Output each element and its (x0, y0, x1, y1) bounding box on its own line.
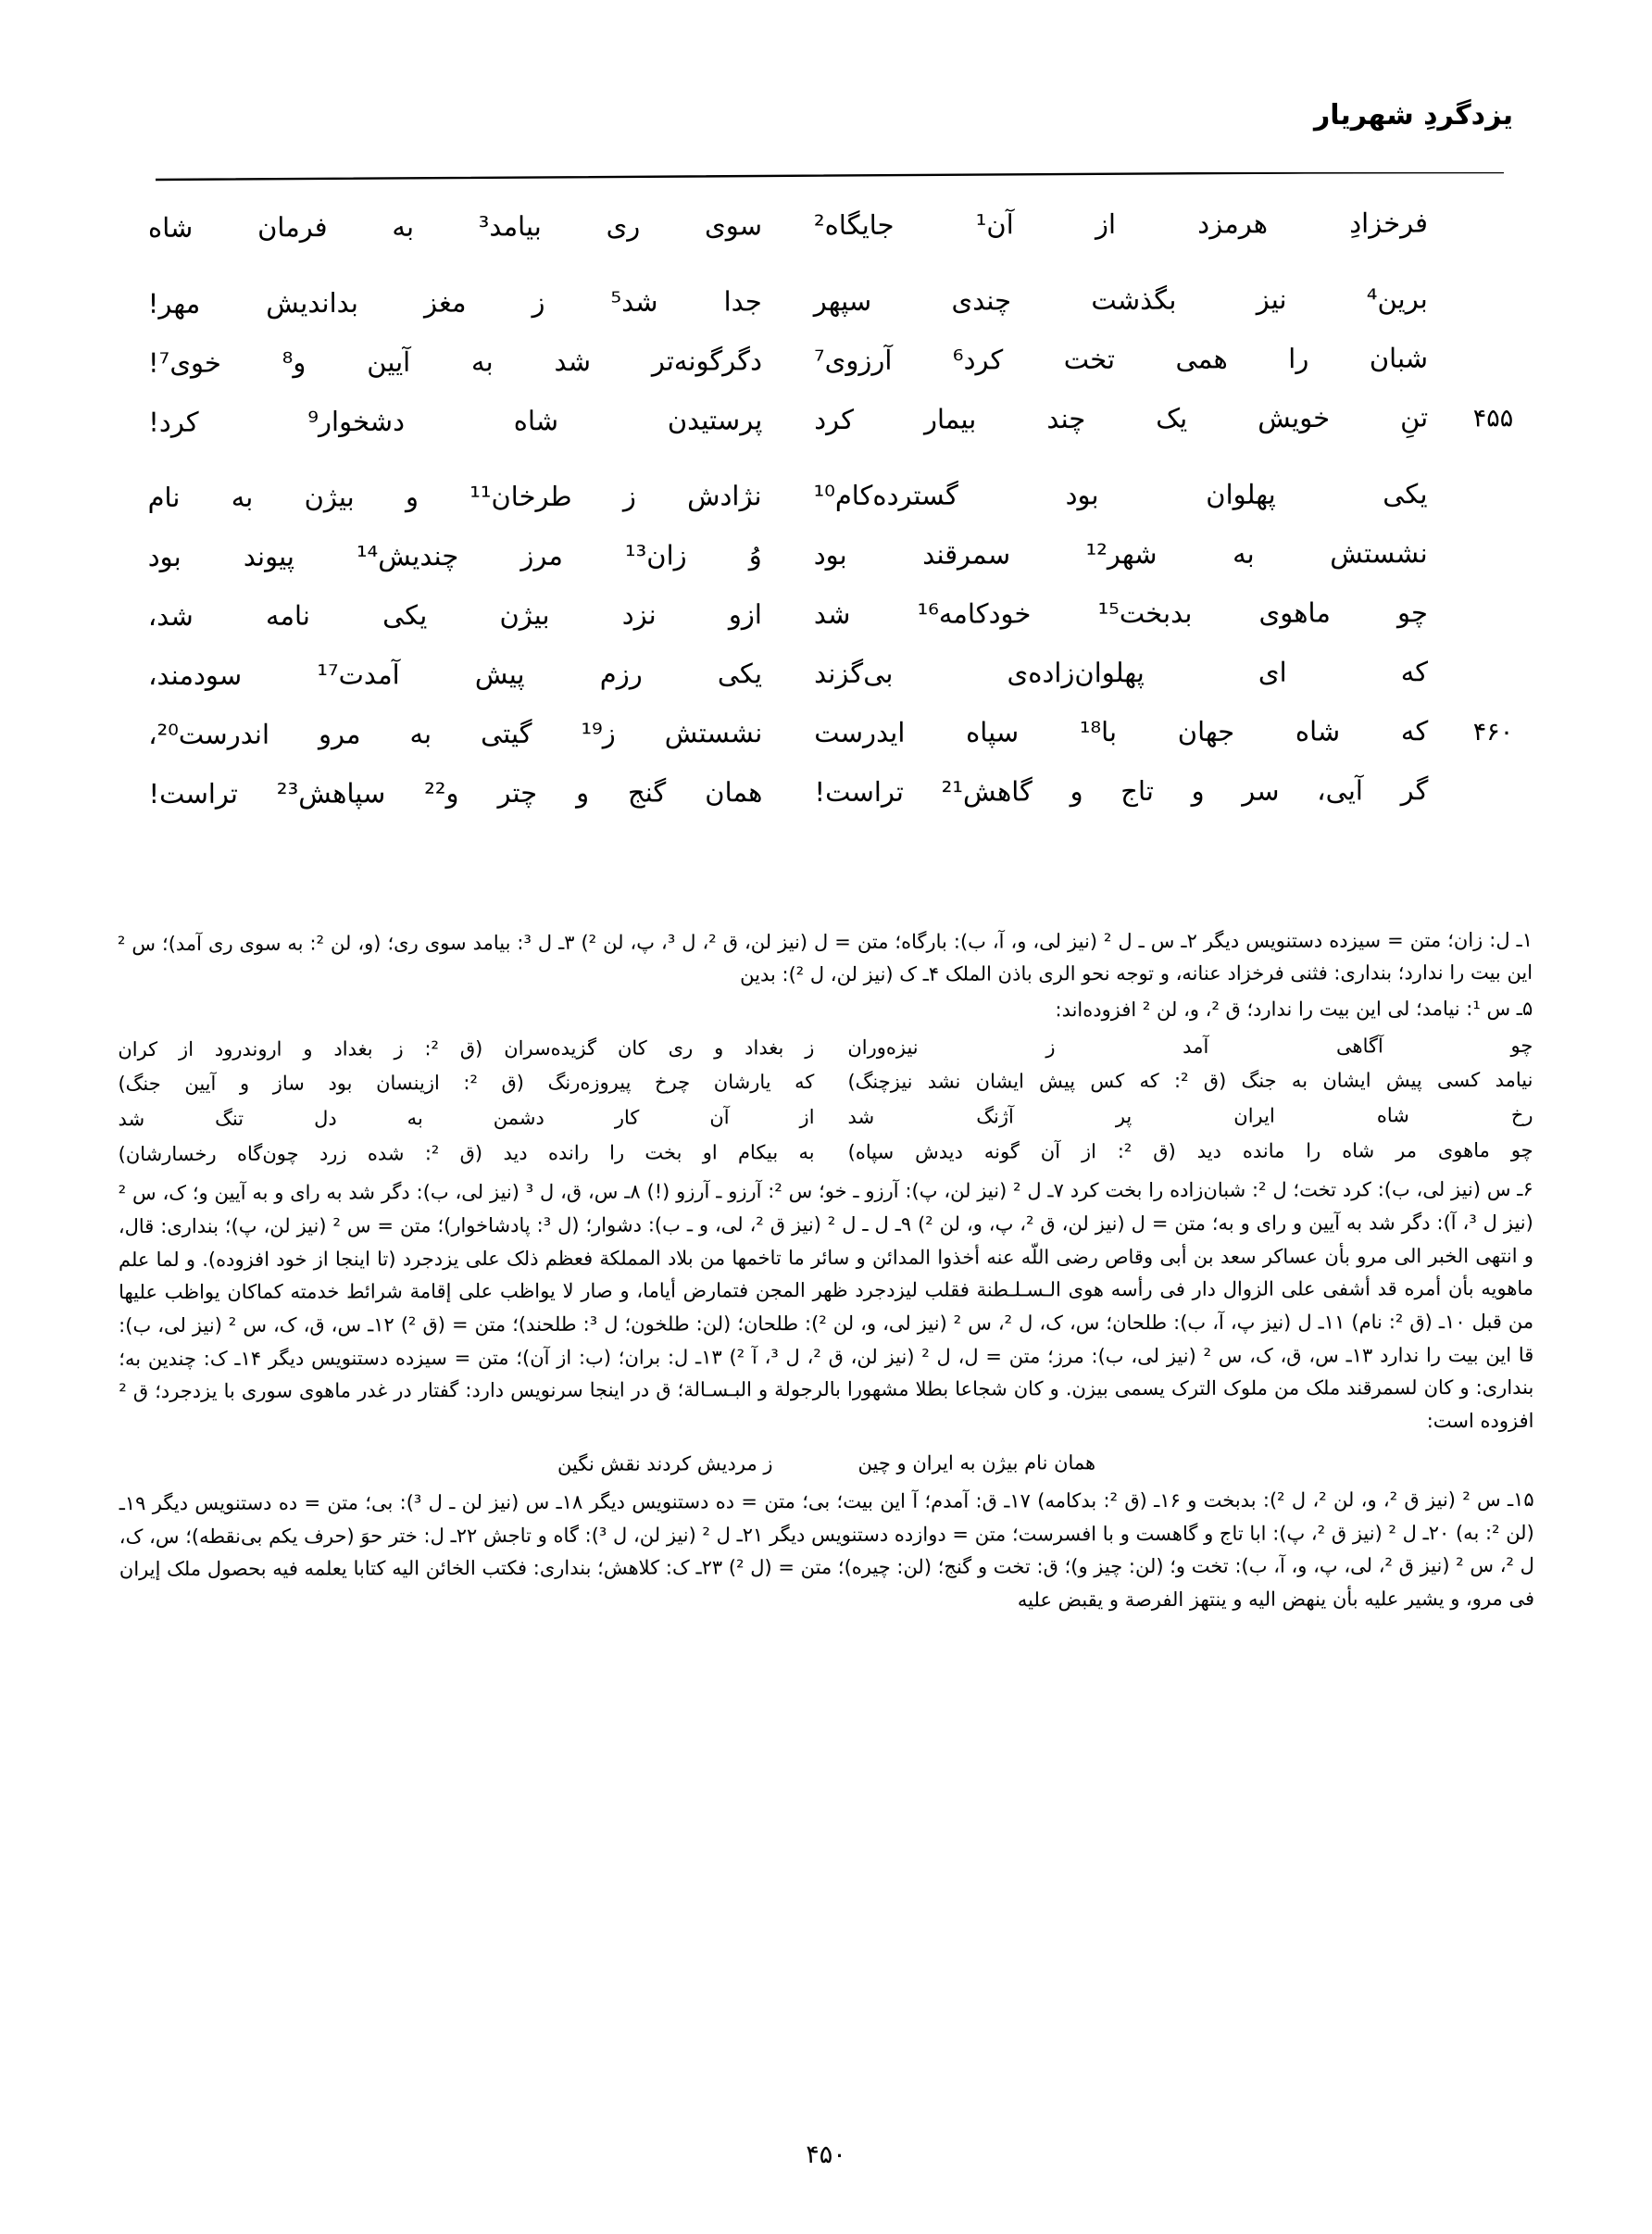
folio-number: ۴۵۰ (806, 2140, 846, 2169)
verse-line (139, 708, 1513, 763)
verse-stanza (138, 471, 1513, 822)
verse-body (139, 202, 1513, 845)
hemistich-left: همان گنج و چتر و²² سپاهش²³ تراست! (148, 776, 763, 810)
apparatus-note: ۵ـ س ¹: نیامد؛ لی این بیت را ندارد؛ ق ²، و، لن ² افزوده‌اند: (1055, 997, 1533, 1021)
hemistich-left: ازو نزد بیژن یکی نامه شد، (147, 598, 762, 633)
hemistich-right: تنِ خویش یک چند بیمار کرد (814, 401, 1429, 436)
hemistich-left: نشستش ز¹⁹ گیتی به مرو اندرست²⁰، (148, 717, 763, 751)
quoted-hemistich-left: از آن کار دشمن به دل تنگ شد (118, 1106, 815, 1131)
quoted-hemistich-right: چو ماهوی مر شاه را مانده دید (ق ²: از آن گونه دیدش سپاه) (847, 1138, 1533, 1163)
hemistich-right: فرخزادِ هرمزد از آن¹ جایگاه² (813, 207, 1429, 242)
verse-number (1428, 302, 1513, 307)
quoted-verse-line (118, 1065, 1533, 1100)
running-head: یزدگردِ شهریار (1313, 99, 1513, 132)
verse-line (139, 589, 1513, 645)
verse-line (139, 530, 1513, 585)
hemistich-right: گر آیی، سر و تاج و گاهش²¹ تراست! (814, 774, 1429, 809)
hemistich-right: چو ماهوی بدبخت¹⁵ خودکامه¹⁶ شد (813, 596, 1428, 631)
quoted-verse-line (118, 1100, 1533, 1136)
hemistich-left: وُ زان¹³ مرز چندیش¹⁴ پیوند بود (147, 539, 762, 573)
hemistich-right: شبان را همی تخت کرد⁶ آرزوی⁷ (813, 342, 1429, 377)
quoted-verse-line (119, 1135, 1533, 1170)
verse-line (139, 648, 1513, 704)
hemistich-left: سوی ری بیامد³ به فرمان شاه (147, 209, 763, 244)
verse-number (1428, 361, 1513, 367)
verse-stanza (139, 199, 1513, 257)
apparatus-note: ۱۵ـ س ² (نیز ق ²، و، لن ²، ل ²): بدبخت و ۱۶ـ (ق ²: بدکامه) ۱۷ـ ق: آمدم؛ آ این بیت؛ بی؛ متن = ده دستنویس دیگر ۱۸ـ س (نیز لن ـ ل ³): بی؛ متن = ده دستنویس دیگر ۱۹ـ (لن ²: به) ۲۰ـ ل ² (نیز ق ²، پ): ابا تاج و گاهست و با افسرست؛ متن = دوازده دستنویس دیگر ۲۱ـ ل ² (نیز لن، ل ³): گاه و تاجش ۲۲ـ ل: ختر حوَ (حرف یکم بی‌نقطه)؛ س، ک، ل ²، س ² (نیز ق ²، لی، پ، و، آ، ب): تخت و؛ (لن: چیز و)؛ ق: تخت و گنج؛ (لن: چیره)؛ متن = (ل ²) ۲۳ـ ک: کلاهش؛ بنداری: فکتب الخائن الیه کتابا یعلمه فیه بحصول ملک إیران فی مرو، و یشیر علیه بأن ینهض الیه و ینتهز الفرصة و یقبض علیه (119, 1487, 1535, 1612)
hemistich-right: نشستش به شهر¹² سمرقند بود (813, 537, 1428, 571)
verse-stanza (139, 275, 1514, 451)
running-head-zone (139, 100, 1513, 165)
hemistich-right: که شاه جهان با¹⁸ سپاه ایدرست (814, 715, 1429, 749)
verse-number: ۴۶۰ (1472, 717, 1514, 747)
quoted-hemistich-right: نیامد کسی پیش ایشان به جنگ (ق ²: که کس پیش ایشان نشد نیزچنگ) (847, 1069, 1533, 1094)
hemistich-right: که ای پهلوان‌زاده‌ی بی‌گزند (814, 656, 1429, 690)
quoted-hemistich-right: همان نام بیژن به ایران و چین (857, 1450, 1096, 1475)
hemistich-right: برین⁴ نیز بگذشت چندی سپهر (813, 282, 1428, 318)
hemistich-left: نژادش ز طرخان¹¹ و بیژن به نام (147, 480, 762, 514)
hemistich-left: پرستیدن شاه دشخوار⁹ کرد! (148, 404, 763, 438)
verse-line (139, 394, 1513, 451)
verse-line (138, 471, 1512, 526)
verse-number (1428, 616, 1513, 621)
critical-apparatus (118, 924, 1534, 1623)
quoted-hemistich-left: به بیکام او بخت را رانده دید (ق ²: شده زرد چون‌گاه رخسارشان) (118, 1140, 815, 1165)
quoted-hemistich-right: چو آگاهی آمد ز نیزه‌وران (847, 1034, 1533, 1059)
quoted-hemistich-right: رخ شاه ایران پر آژنگ شد (847, 1103, 1533, 1128)
verse-line (139, 275, 1513, 333)
quoted-hemistich-left: ز مردیش کردند نقش نگین (557, 1451, 773, 1475)
quoted-verse-line (118, 1031, 1533, 1066)
hemistich-left: دگرگونه‌تر شد به آیین و⁸ خوی⁷! (147, 345, 763, 379)
verse-line (139, 767, 1513, 822)
verse-number (1428, 497, 1513, 503)
hemistich-left: یکی رزم پیش آمدت¹⁷ سودمند، (148, 658, 763, 692)
quoted-hemistich-left: ز بغداد و ری کان گزیده‌سران (ق ²: ز بغداد و اروندرود از کران (118, 1035, 815, 1061)
quoted-hemistich-left: که یارشان چرخ پیروزه‌رنگ (ق ²: ازینسان بود ساز و آیین جنگ) (118, 1071, 815, 1096)
quoted-couplets-block (118, 1031, 1533, 1171)
hemistich-right: یکی پهلوان بود گسترده‌کام¹⁰ (813, 478, 1428, 512)
verse-number (1428, 794, 1513, 799)
hemistich-left: جدا شد⁵ ز مغز بداندیش مهر! (147, 285, 762, 320)
verse-number (1428, 226, 1513, 232)
verse-number (1428, 557, 1513, 562)
apparatus-note: ۶ـ س (نیز لی، ب): کرد تخت؛ ل ²: شبان‌زاده را بخت کرد ۷ـ ل ² (نیز لن، پ): آرزو ـ خو؛ س ²: آرزو ـ آرزو (!) ۸ـ س، ق، ل ³ (نیز لی، ب): دگر شد به رای و به آیین و؛ ک، س ² (نیز ل ³، آ): دگر شد به آیین و رای و به؛ متن = ل (نیز لن، ق ²، پ، و، لن ²) ۹ـ ل ـ ل ² (نیز ق ²، لی، و ـ ب): دشوار؛ (ل ³: پادشاخوار)؛ متن = س ² (نیز لن، پ)؛ بنداری: قال، و انتهی الخبر الی مرو بأن عساکر سعد بن أبی وقاص رضی اللّه عنه أخذوا المدائن و سائر ما تاخمها من بلاد المملکة فعظم ذلک علی یزدجرد (تا اینجا از خود افزوده). و لما علم ماهویه بأن أمره قد أشفی علی الزوال دار فی رأسه هوی الـسـلـطنة فقلب لیزدجرد ظهر المجن فتمارض أیاما، و صار لا یواظب علی إقامة شرائط خدمته کماکان یواظب علیها من قبل ۱۰ـ (ق ²: نام) ۱۱ـ ل (نیز پ، آ، ب): طلحان؛ س، ک، ل ²، س ² (نیز لی، و، لن ²): طلحان؛ (لن: طلخون؛ ل ³: طلحند)؛ متن = (ق ²) ۱۲ـ س، ق، ک، س ² (نیز لی، ب): قا این بیت را ندارد ۱۳ـ س، ق، ک، س ² (نیز لی، ب): مرز؛ متن = ل، ل ² (نیز لن، ق ²، ل ³، آ ²) ۱۳ـ ل: بران؛ (ب: از آن)؛ متن = سیزده دستنویس دیگر ۱۴ـ ک: چندین به؛ بنداری: و کان لسمرقند ملک من ملوک الترک یسمی بیزن. و کان شجاعا بطلا مشهورا بالرجولة و البـسـالة؛ ق در اینجا سرنویس دارد: گفتار در غدر ماهوی سوری با یزدجرد؛ ق ² افزوده است: (118, 1178, 1534, 1433)
verse-number (1428, 675, 1513, 681)
header-rule (156, 172, 1504, 182)
quoted-couplet-single (119, 1446, 1534, 1483)
verse-number: ۴۵۵ (1472, 404, 1514, 433)
verse-line (139, 334, 1513, 392)
verse-line (139, 199, 1513, 257)
apparatus-note: ۱ـ ل: زان؛ متن = سیزده دستنویس دیگر ۲ـ س ـ ل ² (نیز لی، و، آ، ب): بارگاه؛ متن = ل (نیز لن، ق ²، ل ³، پ، لن ²) ۳ـ ل ³: بیامد سوی ری؛ (و، لن ²: به سوی ری آمد)؛ س ² این بیت را ندارد؛ بنداری: فثنی فرخزاد عنانه، و توجه نحو الری باذن الملک ۴ـ ک (نیز لن، ل ²): بدین (117, 928, 1533, 986)
